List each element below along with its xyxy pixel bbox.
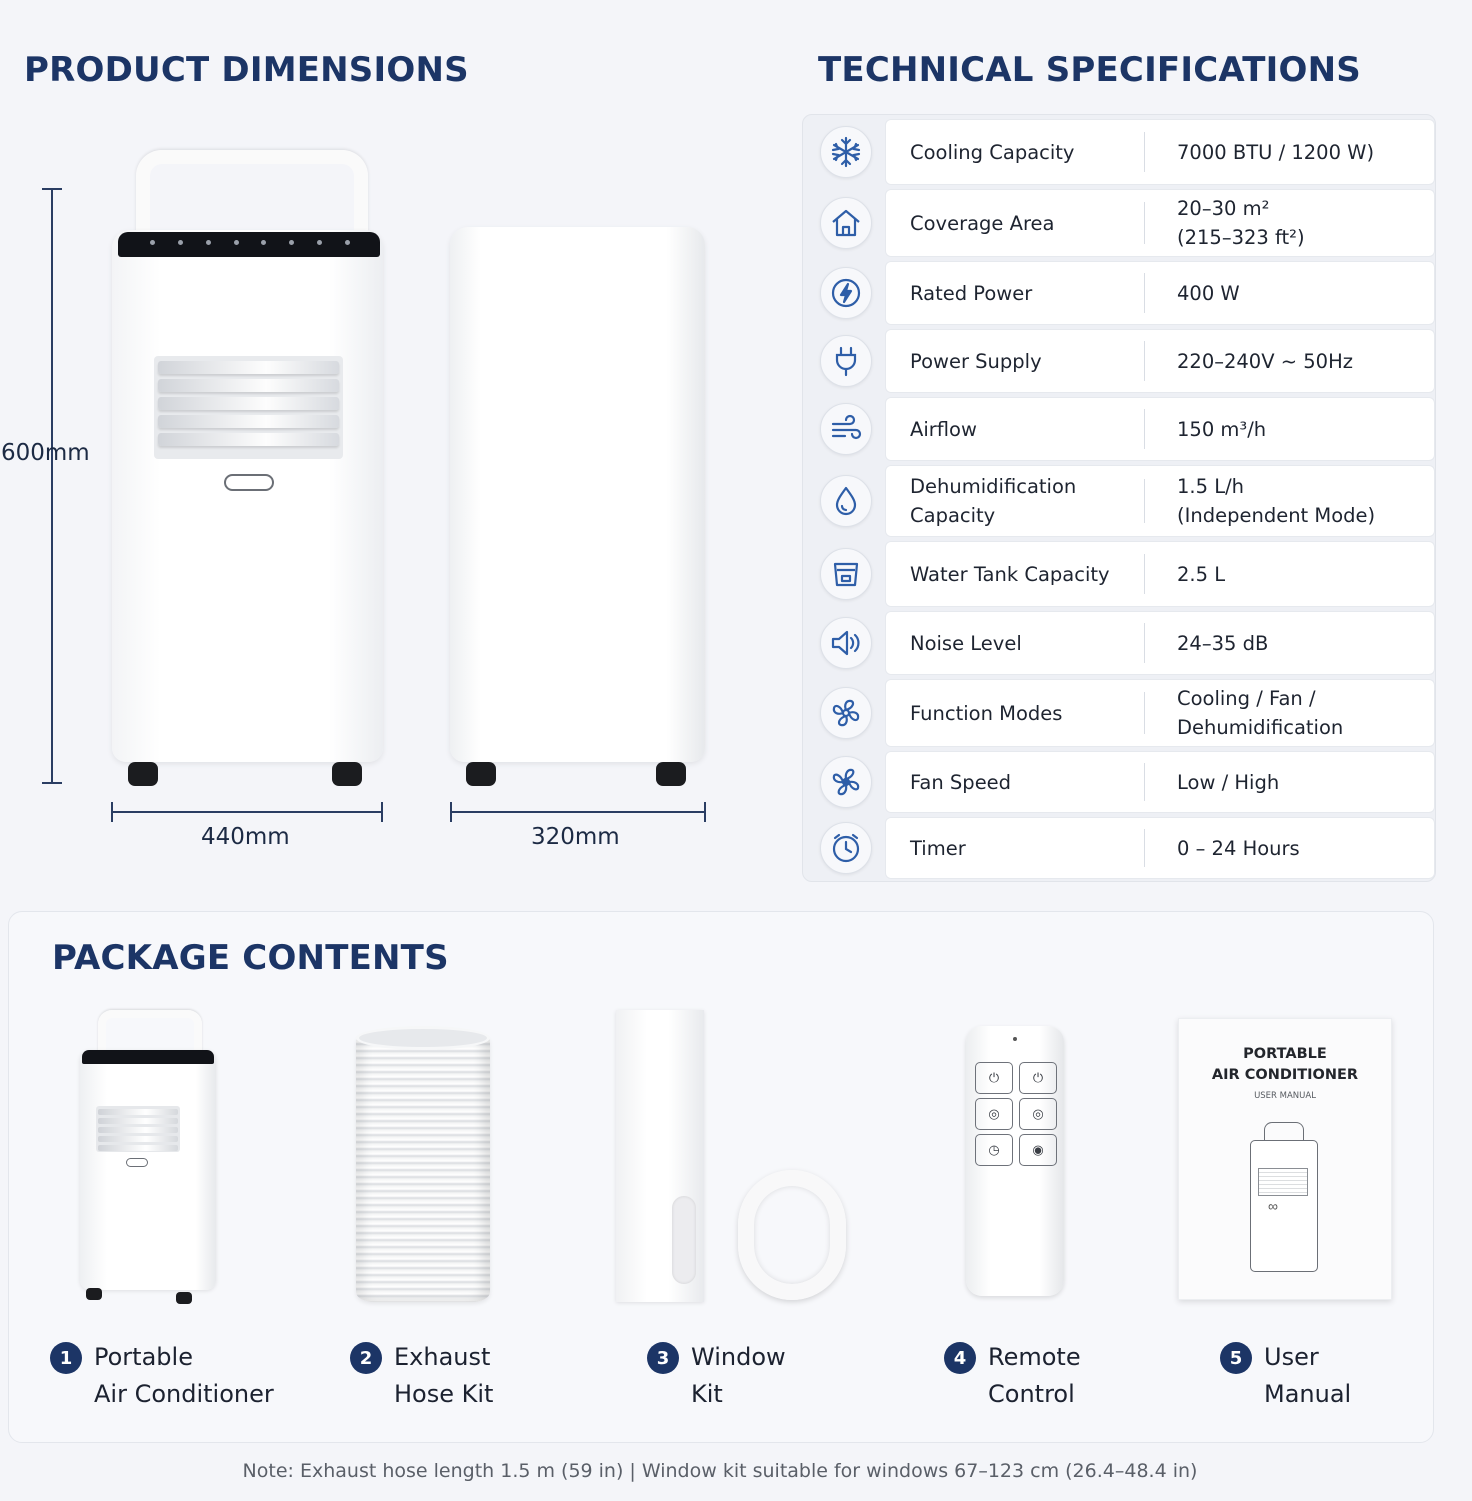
- wind-icon: [820, 403, 872, 455]
- manual-title: PORTABLE AIR CONDITIONER: [1211, 1046, 1359, 1083]
- spec-value: 7000 BTU / 1200 W): [1177, 140, 1375, 164]
- item-label-exhaust-hose: Exhaust Hose Kit: [394, 1343, 494, 1408]
- item-label-user-manual: User Manual: [1264, 1343, 1352, 1408]
- package-title: PACKAGE CONTENTS: [52, 938, 449, 978]
- mode-icon: ◎: [975, 1098, 1013, 1130]
- timer-icon: ◷: [975, 1134, 1013, 1166]
- fan-speed-icon: [820, 756, 872, 808]
- fan-icon: ◉: [1019, 1134, 1057, 1166]
- speaker-icon: [820, 617, 872, 669]
- power-icon: ⏻: [975, 1062, 1013, 1094]
- power-icon: ⏻: [1019, 1062, 1057, 1094]
- dimensions-title: PRODUCT DIMENSIONS: [24, 50, 469, 90]
- spec-row-power-supply: [803, 327, 1437, 395]
- spec-label: Coverage Area: [910, 211, 1055, 235]
- snowflake-icon: [820, 126, 872, 178]
- spec-value: Low / High: [1177, 770, 1280, 794]
- spec-value: 0 – 24 Hours: [1177, 836, 1300, 860]
- item-number-badge: 5: [1220, 1342, 1252, 1374]
- spec-row-coverage-area: [803, 187, 1437, 259]
- item-label-portable-ac: Portable Air Conditioner: [94, 1343, 274, 1408]
- plug-icon: [820, 335, 872, 387]
- spec-row-cooling-capacity: [803, 117, 1437, 187]
- spec-value: 24–35 dB: [1177, 631, 1269, 655]
- spec-value: Cooling / Fan / Dehumidification: [1177, 687, 1344, 739]
- spec-table: [802, 114, 1436, 882]
- spec-value: 400 W: [1177, 281, 1240, 305]
- height-label: 600mm: [1, 440, 90, 466]
- width-label: 440mm: [201, 824, 290, 850]
- spec-row-function-modes: [803, 677, 1437, 749]
- spec-label: Timer: [910, 836, 966, 860]
- spec-label: Water Tank Capacity: [910, 562, 1110, 586]
- spec-label: Noise Level: [910, 631, 1022, 655]
- spec-value: 2.5 L: [1177, 562, 1226, 586]
- clock-icon: [820, 822, 872, 874]
- spec-value: 150 m³/h: [1177, 417, 1267, 441]
- spec-row-airflow: [803, 395, 1437, 463]
- spec-row-rated-power: [803, 259, 1437, 327]
- spec-label: Cooling Capacity: [910, 140, 1075, 164]
- fan-icon: [820, 687, 872, 739]
- spec-row-dehumidification: [803, 463, 1437, 539]
- spec-row-noise-level: [803, 609, 1437, 677]
- spec-row-water-tank: [803, 539, 1437, 609]
- item-number-badge: 2: [350, 1342, 382, 1374]
- water-drop-icon: [820, 475, 872, 527]
- specs-title: TECHNICAL SPECIFICATIONS: [818, 50, 1361, 90]
- spec-label: Power Supply: [910, 349, 1042, 373]
- spec-value: 20–30 m² (215–323 ft²): [1177, 197, 1305, 249]
- lightning-icon: [820, 267, 872, 319]
- spec-label: Function Modes: [910, 701, 1063, 725]
- mode-icon: ◎: [1019, 1098, 1057, 1130]
- infinity-icon: ∞: [1268, 1198, 1278, 1214]
- item-label-remote-control: Remote Control: [988, 1343, 1081, 1408]
- spec-label: Fan Speed: [910, 770, 1012, 794]
- spec-row-timer: [803, 815, 1437, 881]
- spec-value: 220–240V ~ 50Hz: [1177, 349, 1353, 373]
- house-icon: [820, 197, 872, 249]
- spec-label: Rated Power: [910, 281, 1033, 305]
- depth-label: 320mm: [531, 824, 620, 850]
- item-number-badge: 1: [50, 1342, 82, 1374]
- spec-value: 1.5 L/h (Independent Mode): [1177, 475, 1376, 527]
- item-number-badge: 4: [944, 1342, 976, 1374]
- footnote: Note: Exhaust hose length 1.5 m (59 in) | Window kit suitable for windows 67–123 cm (26.4–48.4 in): [242, 1460, 1198, 1482]
- spec-label: Dehumidification Capacity: [910, 475, 1077, 527]
- spec-label: Airflow: [910, 417, 977, 441]
- water-tank-icon: [820, 548, 872, 600]
- item-label-window-kit: Window Kit: [691, 1343, 786, 1408]
- item-number-badge: 3: [647, 1342, 679, 1374]
- spec-row-fan-speed: [803, 749, 1437, 815]
- manual-subtitle: USER MANUAL: [1254, 1091, 1316, 1101]
